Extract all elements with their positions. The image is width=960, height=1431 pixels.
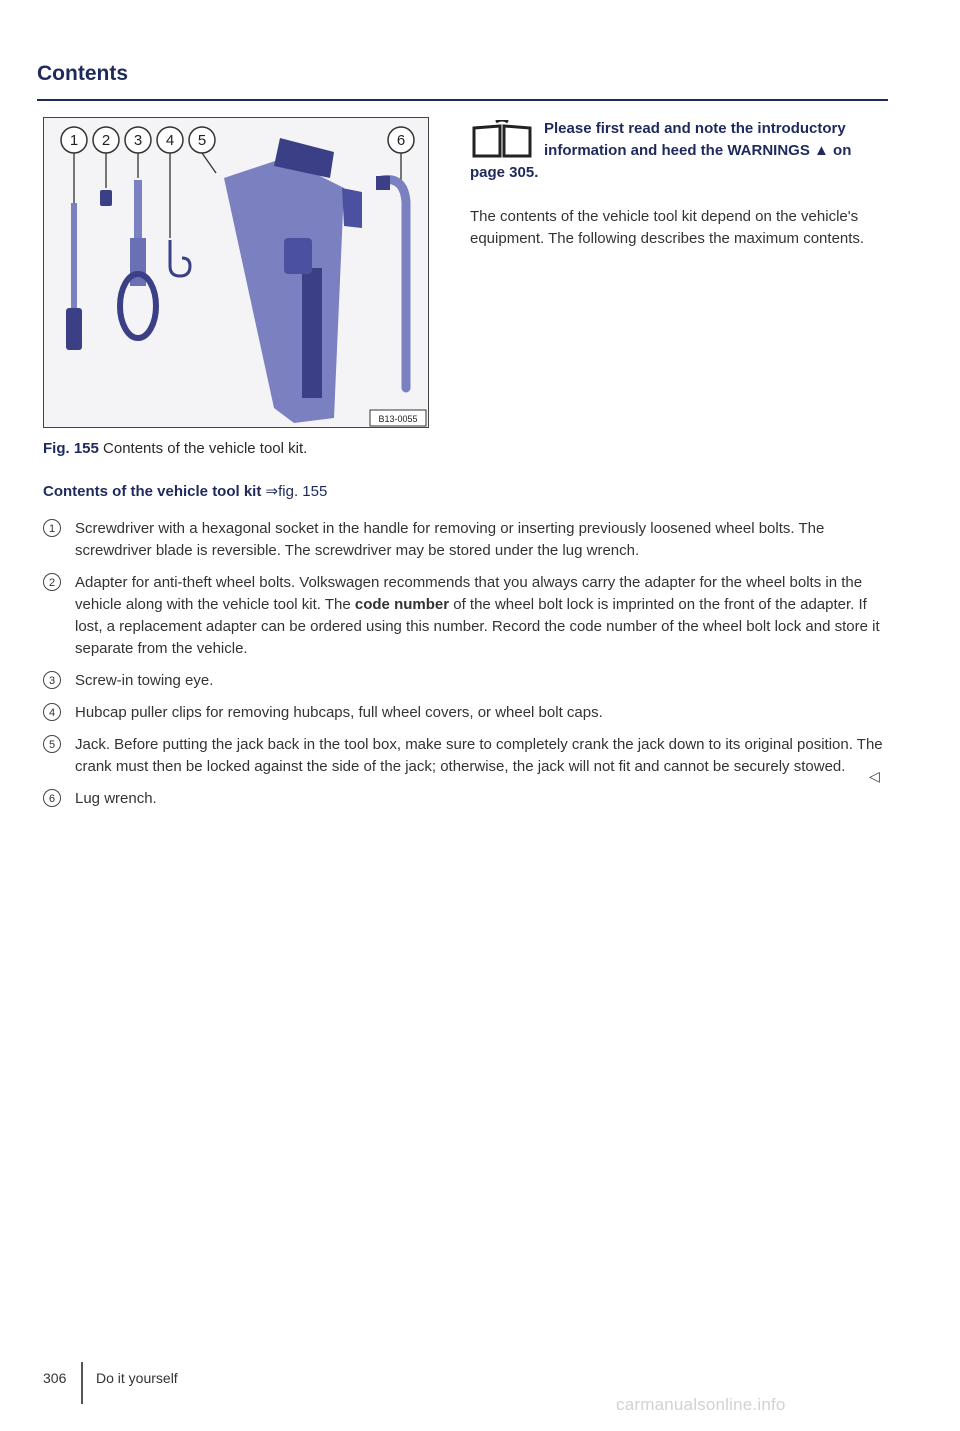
section-heading [43, 482, 327, 500]
callout-4 [157, 127, 183, 153]
page-title: Contents [37, 62, 128, 85]
list-item [43, 670, 883, 692]
item-number-badge: 5 [43, 735, 61, 753]
callout-5 [189, 127, 215, 153]
footer-section-name: Do it yourself [96, 1370, 178, 1386]
item-number-badge: 3 [43, 671, 61, 689]
item-number-badge: 6 [43, 789, 61, 807]
item-text: Hubcap puller clips for removing hubcaps, full wheel covers, or wheel bolt caps. [75, 704, 603, 721]
screwdriver-shape [66, 203, 82, 350]
callout-4-label: 4 [165, 132, 175, 149]
intro-note [470, 118, 890, 250]
section-figure-ref[interactable]: ⇒fig. 155 [265, 483, 328, 500]
note-heading-text: Please first read and note the introductory information and heed the WARNINGS [544, 120, 846, 159]
section-end-mark: ◁ [869, 768, 880, 784]
list-item [43, 788, 883, 810]
header-rule [37, 99, 888, 101]
callout-1-label: 1 [69, 132, 79, 149]
item-text-post: of the wheel bolt lock is imprinted on the front of the adapter. If lost, a replacement adapter can be ordered using this number. Record the code number of the wheel bolt lock and store it separate from the vehicle. [75, 596, 880, 657]
item-text: Jack. Before putting the jack back in the tool box, make sure to completely crank the jack down to its original position. The crank must then be locked against the side of the jack; otherwise, the jack will not fit and cannot be securely stowed. [75, 736, 883, 775]
figure-code: B13-0055 [378, 414, 418, 424]
list-item [43, 734, 883, 778]
figure-caption-text: Contents of the vehicle tool kit. [103, 440, 308, 457]
warning-triangle-icon: ▲ [814, 142, 829, 159]
list-item [43, 518, 883, 562]
note-heading-page-ref[interactable]: on page 305. [470, 142, 852, 181]
open-book-icon [470, 120, 534, 160]
item-number-badge: 1 [43, 519, 61, 537]
callout-3-label: 3 [133, 132, 143, 149]
item-text [75, 572, 883, 660]
item-number-badge: 2 [43, 573, 61, 591]
callout-3 [125, 127, 151, 153]
callout-6-label: 6 [396, 132, 406, 149]
footer-divider [81, 1362, 83, 1404]
list-item [43, 702, 883, 724]
watermark: carmanualsonline.info [616, 1395, 786, 1414]
figure-caption-label: Fig. 155 [43, 440, 99, 457]
item-text-bold: code number [354, 596, 450, 613]
item-text: Lug wrench. [75, 790, 157, 807]
figure-caption [43, 440, 307, 457]
item-number-badge: 4 [43, 703, 61, 721]
item-text-pre: Adapter for anti-theft wheel bolts. Volkswagen recommends that you always carry the adapter for the wheel bolts in the vehicle along with the vehicle tool kit. The [75, 574, 863, 613]
jack-shape [224, 138, 362, 423]
section-heading-text: Contents of the vehicle tool kit [43, 483, 262, 500]
tool-kit-figure [43, 117, 429, 428]
callout-2 [93, 127, 119, 153]
hubcap-puller-shape [170, 240, 190, 276]
item-text: Screwdriver with a hexagonal socket in the handle for removing or inserting previously loosened wheel bolts. The screwdriver blade is reversible. The screwdriver may be stored under the lug wrench. [75, 520, 825, 559]
lug-wrench-shape [376, 176, 406, 388]
adapter-shape [100, 190, 112, 206]
note-body: The contents of the vehicle tool kit depend on the vehicle's equipment. The following describes the maximum contents. [470, 208, 865, 247]
page-number: 306 [43, 1370, 67, 1386]
list-item [43, 572, 883, 660]
callout-6 [388, 127, 414, 153]
figure-code-box [370, 410, 426, 426]
tool-kit-illustration [44, 118, 429, 428]
tool-kit-list [43, 518, 883, 820]
callout-2-label: 2 [101, 132, 111, 149]
callout-1 [61, 127, 87, 153]
towing-eye-shape [120, 180, 156, 338]
item-text: Screw-in towing eye. [75, 672, 214, 689]
callout-5-label: 5 [197, 132, 207, 149]
